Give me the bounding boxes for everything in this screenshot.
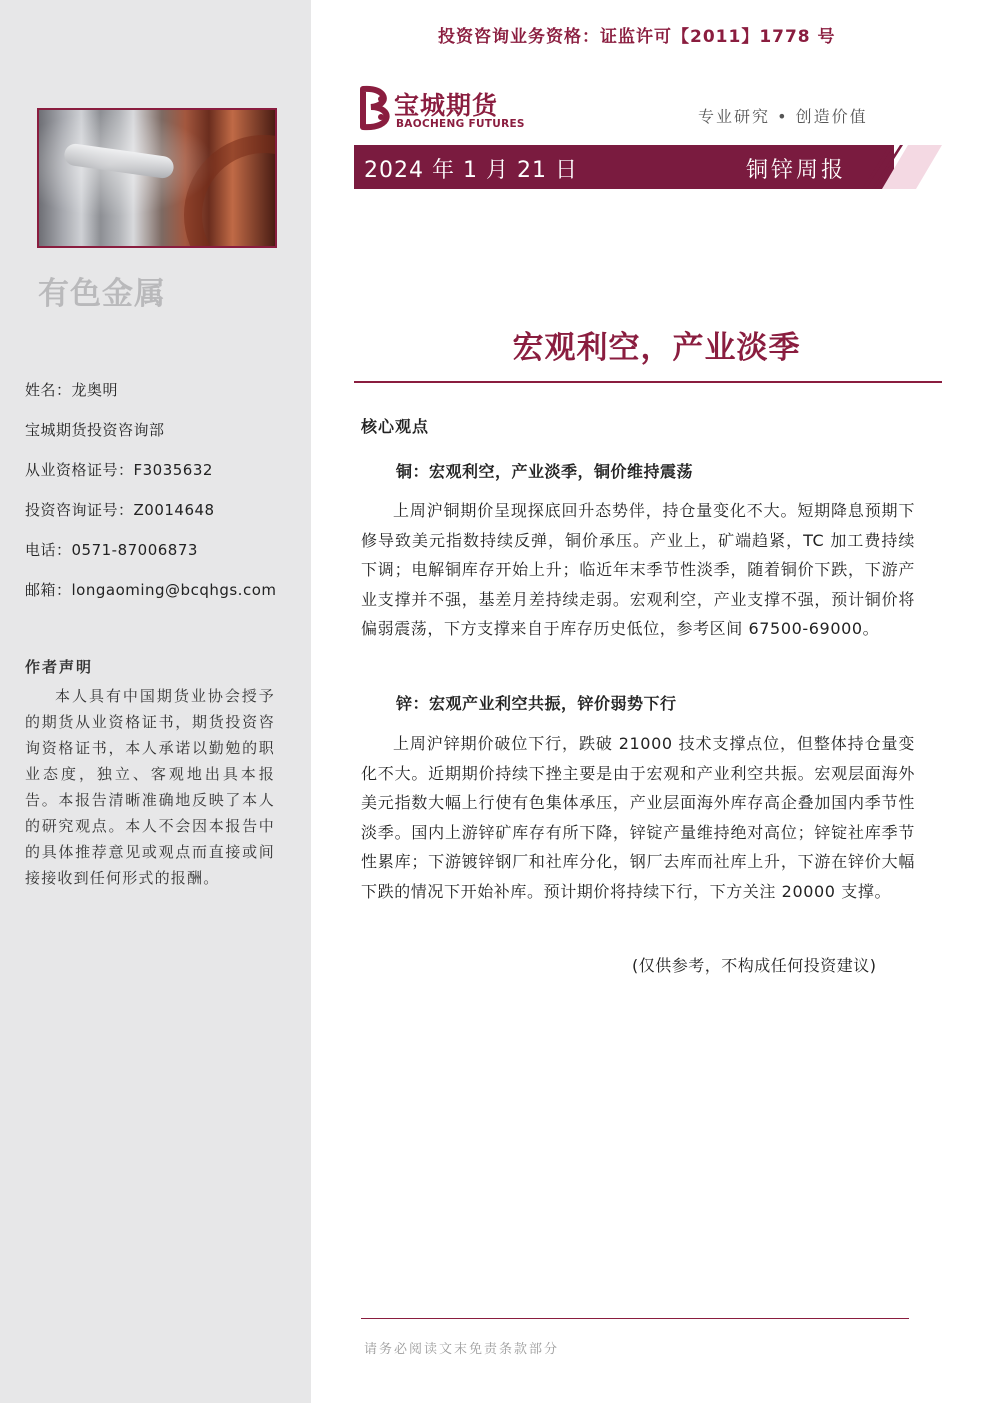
footer-divider	[361, 1318, 909, 1319]
report-type: 铜锌周报	[746, 158, 847, 183]
practice-license: 从业资格证号：F3035632	[25, 461, 213, 479]
consulting-license: 投资咨询证号：Z0014648	[25, 501, 215, 519]
brand-name-en: BAOCHENG FUTURES	[396, 118, 525, 130]
metal-product-photo	[37, 108, 277, 248]
declaration-title: 作者声明	[25, 658, 94, 676]
author-email: 邮箱：longaoming@bcqhgs.com	[25, 581, 277, 599]
copper-section-title: 铜：宏观利空，产业淡季，铜价维持震荡	[396, 462, 694, 481]
footer-note: 请务必阅读文末免责条款部分	[364, 1342, 560, 1357]
zinc-section-title: 锌：宏观产业利空共振，锌价弱势下行	[396, 694, 677, 713]
author-name: 姓名：龙奥明	[25, 381, 119, 399]
zinc-section-body: 上周沪锌期价破位下行，跌破 21000 技术支撑点位，但整体持仓量变化不大。近期期价持续下挫主要是由于宏观和产业利空共振。宏观层面海外美元指数大幅上行使有色集体承压，产业层面海外库存高企叠加国内季节性淡季。国内上游锌矿库存有所下降，锌锭产量维持绝对高位；锌锭社库季节性累库；下游镀锌钢厂和社库分化，钢厂去库而社库上升，下游在锌价大幅下跌的情况下开始补库。预计期价将持续下行，下方关注 20000 支撑。	[361, 734, 915, 901]
core-views-label: 核心观点	[361, 417, 430, 436]
brand-slogan: 专业研究 • 创造价值	[698, 107, 868, 126]
license-line: 投资咨询业务资格：证监许可【2011】1778 号	[438, 27, 836, 47]
banner-stripes-icon	[860, 145, 942, 189]
author-department: 宝城期货投资咨询部	[25, 421, 165, 439]
declaration-body: 本人具有中国期货业协会授予的期货从业资格证书，期货投资咨询资格证书，本人承诺以勤勉的职业态度，独立、客观地出具本报告。本报告清晰准确地反映了本人的研究观点。本人不会因本报告中的具体推荐意见或观点而直接或间接接收到任何形式的报酬。	[25, 687, 275, 887]
headline-divider	[354, 381, 942, 383]
sector-title: 有色金属	[38, 276, 166, 312]
sidebar	[0, 0, 311, 1403]
brand-name-cn: 宝城期货	[394, 91, 499, 120]
investment-disclaimer: (仅供参考，不构成任何投资建议)	[632, 956, 877, 975]
report-date: 2024 年 1 月 21 日	[364, 158, 578, 183]
report-headline: 宏观利空，产业淡季	[512, 330, 801, 366]
author-phone: 电话：0571-87006873	[25, 541, 198, 559]
copper-section-body: 上周沪铜期价呈现探底回升态势伴，持仓量变化不大。短期降息预期下修导致美元指数持续反弹，铜价承压。产业上，矿端趋紧，TC 加工费持续下调；电解铜库存开始上升；临近年末季节性淡季，随着铜价下跌，下游产业支撑并不强，基差月差持续走弱。宏观利空，产业支撑不强，预计铜价将偏弱震荡，下方支撑来自于库存历史低位，参考区间 67500-69000。	[361, 501, 915, 638]
